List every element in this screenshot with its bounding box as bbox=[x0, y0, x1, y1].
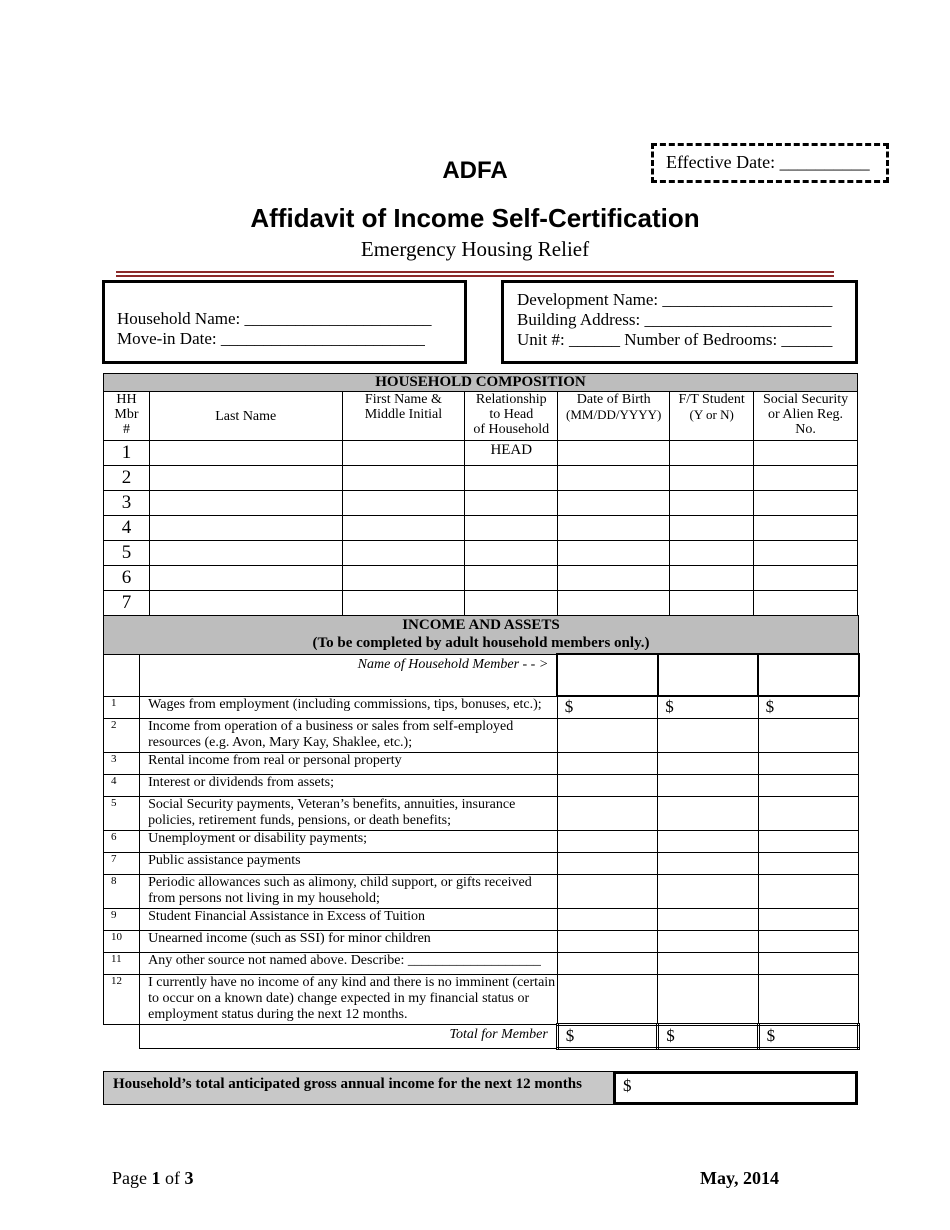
amount-cell[interactable] bbox=[557, 852, 657, 874]
total-cell-1[interactable]: $ bbox=[557, 1024, 657, 1048]
income-row bbox=[104, 908, 859, 930]
table-row bbox=[104, 591, 858, 616]
amount-cell[interactable] bbox=[557, 930, 657, 952]
last-name-cell[interactable] bbox=[149, 466, 342, 491]
last-name-cell[interactable] bbox=[149, 591, 342, 616]
dob-cell[interactable] bbox=[558, 566, 670, 591]
relationship-cell[interactable] bbox=[465, 466, 558, 491]
member-number: 6 bbox=[104, 566, 150, 591]
amount-cell[interactable] bbox=[658, 930, 758, 952]
dob-cell[interactable] bbox=[558, 441, 670, 466]
dob-cell[interactable] bbox=[558, 591, 670, 616]
relationship-cell[interactable] bbox=[465, 591, 558, 616]
last-name-cell[interactable] bbox=[149, 541, 342, 566]
amount-cell[interactable] bbox=[758, 852, 858, 874]
development-info-box bbox=[501, 280, 858, 364]
ssn-cell[interactable] bbox=[754, 591, 858, 616]
household-total-row bbox=[103, 1071, 858, 1105]
household-info-box bbox=[102, 280, 467, 364]
amount-cell[interactable] bbox=[758, 718, 858, 752]
income-item-number: 11 bbox=[104, 952, 140, 974]
income-item-number: 3 bbox=[104, 752, 140, 774]
income-row bbox=[104, 952, 859, 974]
effective-date-box[interactable]: Effective Date: __________ bbox=[651, 143, 889, 183]
last-name-cell[interactable] bbox=[149, 516, 342, 541]
ssn-cell[interactable] bbox=[754, 491, 858, 516]
first-name-cell[interactable] bbox=[342, 441, 465, 466]
unit-bedrooms-field[interactable]: Unit #: ______ Number of Bedrooms: ______ bbox=[517, 330, 833, 349]
amount-cell[interactable] bbox=[758, 952, 858, 974]
relationship-cell[interactable] bbox=[465, 541, 558, 566]
amount-cell[interactable] bbox=[557, 908, 657, 930]
col-dob: Date of Birth (MM/DD/YYYY) bbox=[558, 392, 670, 441]
amount-cell[interactable] bbox=[557, 718, 657, 752]
ssn-cell[interactable] bbox=[754, 441, 858, 466]
title-rule-top bbox=[116, 271, 834, 273]
col-ssn: Social Security or Alien Reg. No. bbox=[754, 392, 858, 441]
income-item-label: Any other source not named above. Describe: ___________________ bbox=[140, 952, 558, 974]
table-row bbox=[104, 516, 858, 541]
income-row bbox=[104, 874, 859, 908]
income-item-number: 8 bbox=[104, 874, 140, 908]
income-item-label: Wages from employment (including commissions, tips, bonuses, etc.); bbox=[140, 696, 558, 718]
income-item-number: 5 bbox=[104, 796, 140, 830]
amount-cell[interactable]: $ bbox=[758, 696, 858, 718]
col-relationship: Relationship to Head of Household bbox=[465, 392, 558, 441]
amount-cell[interactable] bbox=[557, 752, 657, 774]
member-name-cell-3[interactable] bbox=[758, 654, 858, 696]
relationship-cell[interactable] bbox=[465, 491, 558, 516]
income-item-label: Periodic allowances such as alimony, child support, or gifts received from persons not living in my household; bbox=[140, 874, 558, 908]
ssn-cell[interactable] bbox=[754, 466, 858, 491]
household-name-field[interactable]: Household Name: ______________________ bbox=[117, 309, 432, 328]
income-row bbox=[104, 696, 859, 718]
student-cell[interactable] bbox=[670, 591, 754, 616]
income-item-number: 12 bbox=[104, 974, 140, 1024]
income-assets-table bbox=[103, 615, 860, 1050]
amount-cell[interactable] bbox=[658, 852, 758, 874]
last-name-cell[interactable] bbox=[149, 441, 342, 466]
income-row bbox=[104, 774, 859, 796]
income-item-number: 6 bbox=[104, 830, 140, 852]
dob-cell[interactable] bbox=[558, 466, 670, 491]
table-row bbox=[104, 491, 858, 516]
table-row bbox=[104, 566, 858, 591]
income-row bbox=[104, 718, 859, 752]
move-in-date-field[interactable]: Move-in Date: ________________________ bbox=[117, 329, 425, 348]
amount-cell[interactable] bbox=[758, 930, 858, 952]
amount-cell[interactable] bbox=[758, 874, 858, 908]
member-number: 7 bbox=[104, 591, 150, 616]
col-hh-mbr: HH Mbr # bbox=[104, 392, 150, 441]
amount-cell[interactable] bbox=[758, 774, 858, 796]
student-cell[interactable] bbox=[670, 466, 754, 491]
income-item-label: Unemployment or disability payments; bbox=[140, 830, 558, 852]
form-title: Affidavit of Income Self-Certification bbox=[250, 203, 700, 233]
member-name-cell-2[interactable] bbox=[658, 654, 758, 696]
development-name-field[interactable]: Development Name: ____________________ bbox=[517, 290, 833, 309]
amount-cell[interactable] bbox=[658, 908, 758, 930]
student-cell[interactable] bbox=[670, 516, 754, 541]
income-item-label: Rental income from real or personal property bbox=[140, 752, 558, 774]
dob-cell[interactable] bbox=[558, 491, 670, 516]
amount-cell[interactable] bbox=[658, 974, 758, 1024]
relationship-cell[interactable] bbox=[465, 566, 558, 591]
income-row bbox=[104, 796, 859, 830]
member-number: 1 bbox=[104, 441, 150, 466]
income-item-number: 2 bbox=[104, 718, 140, 752]
building-address-field[interactable]: Building Address: ______________________ bbox=[517, 310, 832, 329]
income-item-label: Social Security payments, Veteran’s benefits, annuities, insurance policies, retirement funds, pensions, or death benefits; bbox=[140, 796, 558, 830]
income-row bbox=[104, 930, 859, 952]
household-composition-title: HOUSEHOLD COMPOSITION bbox=[104, 374, 858, 392]
dob-cell[interactable] bbox=[558, 541, 670, 566]
student-cell[interactable] bbox=[670, 491, 754, 516]
member-number: 4 bbox=[104, 516, 150, 541]
student-cell[interactable] bbox=[670, 566, 754, 591]
table-row bbox=[104, 466, 858, 491]
col-last-name: Last Name bbox=[149, 392, 342, 441]
amount-cell[interactable] bbox=[557, 874, 657, 908]
student-cell[interactable] bbox=[670, 541, 754, 566]
amount-cell[interactable] bbox=[758, 796, 858, 830]
income-row bbox=[104, 852, 859, 874]
amount-cell[interactable] bbox=[557, 774, 657, 796]
household-total-label: Household’s total anticipated gross annual income for the next 12 months bbox=[103, 1071, 614, 1105]
member-number: 5 bbox=[104, 541, 150, 566]
total-for-member-label: Total for Member bbox=[140, 1024, 558, 1048]
income-item-label: Income from operation of a business or sales from self-employed resources (e.g. Avon, Mary Kay, Shaklee, etc.); bbox=[140, 718, 558, 752]
amount-cell[interactable] bbox=[658, 874, 758, 908]
total-row bbox=[104, 1024, 859, 1048]
member-name-cell-1[interactable] bbox=[557, 654, 657, 696]
amount-cell[interactable] bbox=[758, 974, 858, 1024]
income-item-label: Public assistance payments bbox=[140, 852, 558, 874]
amount-cell[interactable] bbox=[557, 952, 657, 974]
amount-cell[interactable] bbox=[557, 974, 657, 1024]
col-first-name: First Name & Middle Initial bbox=[342, 392, 465, 441]
income-row bbox=[104, 974, 859, 1024]
first-name-cell[interactable] bbox=[342, 491, 465, 516]
member-number: 3 bbox=[104, 491, 150, 516]
income-item-label: Interest or dividends from assets; bbox=[140, 774, 558, 796]
ssn-cell[interactable] bbox=[754, 516, 858, 541]
relationship-cell[interactable]: HEAD bbox=[465, 441, 558, 466]
amount-cell[interactable] bbox=[658, 796, 758, 830]
footer-date: May, 2014 bbox=[700, 1168, 779, 1188]
title-rule-bottom bbox=[116, 275, 834, 277]
income-item-number: 4 bbox=[104, 774, 140, 796]
ssn-cell[interactable] bbox=[754, 541, 858, 566]
income-item-number: 10 bbox=[104, 930, 140, 952]
page-indicator: Page 1 of 3 bbox=[112, 1168, 194, 1188]
last-name-cell[interactable] bbox=[149, 491, 342, 516]
first-name-cell[interactable] bbox=[342, 591, 465, 616]
last-name-cell[interactable] bbox=[149, 566, 342, 591]
dob-cell[interactable] bbox=[558, 516, 670, 541]
amount-cell[interactable] bbox=[658, 830, 758, 852]
amount-cell[interactable] bbox=[758, 752, 858, 774]
amount-cell[interactable]: $ bbox=[557, 696, 657, 718]
amount-cell[interactable] bbox=[658, 752, 758, 774]
form-subtitle: Emergency Housing Relief bbox=[360, 237, 590, 261]
table-row bbox=[104, 441, 858, 466]
member-number: 2 bbox=[104, 466, 150, 491]
amount-cell[interactable]: $ bbox=[658, 696, 758, 718]
agency-name: ADFA bbox=[442, 157, 508, 184]
relationship-cell[interactable] bbox=[465, 516, 558, 541]
household-composition-table bbox=[103, 373, 858, 616]
member-name-label: Name of Household Member - - > bbox=[140, 654, 558, 696]
income-item-label: I currently have no income of any kind and there is no imminent (certain to occur on a known date) change expected in my financial status or employment status during the next 12 months. bbox=[140, 974, 558, 1024]
amount-cell[interactable] bbox=[658, 774, 758, 796]
ssn-cell[interactable] bbox=[754, 566, 858, 591]
household-total-input[interactable]: $ bbox=[613, 1071, 858, 1105]
first-name-cell[interactable] bbox=[342, 466, 465, 491]
total-cell-2[interactable]: $ bbox=[658, 1024, 758, 1048]
income-item-number: 9 bbox=[104, 908, 140, 930]
first-name-cell[interactable] bbox=[342, 541, 465, 566]
income-row bbox=[104, 830, 859, 852]
student-cell[interactable] bbox=[670, 441, 754, 466]
table-row bbox=[104, 541, 858, 566]
amount-cell[interactable] bbox=[658, 952, 758, 974]
col-ft-student: F/T Student (Y or N) bbox=[670, 392, 754, 441]
amount-cell[interactable] bbox=[557, 830, 657, 852]
amount-cell[interactable] bbox=[758, 830, 858, 852]
amount-cell[interactable] bbox=[557, 796, 657, 830]
amount-cell[interactable] bbox=[658, 718, 758, 752]
income-item-number: 7 bbox=[104, 852, 140, 874]
total-cell-3[interactable]: $ bbox=[758, 1024, 858, 1048]
amount-cell[interactable] bbox=[758, 908, 858, 930]
income-item-number: 1 bbox=[104, 696, 140, 718]
income-assets-header: INCOME AND ASSETS (To be completed by adult household members only.) bbox=[104, 616, 859, 655]
first-name-cell[interactable] bbox=[342, 566, 465, 591]
income-row bbox=[104, 752, 859, 774]
first-name-cell[interactable] bbox=[342, 516, 465, 541]
income-item-label: Student Financial Assistance in Excess of Tuition bbox=[140, 908, 558, 930]
income-item-label: Unearned income (such as SSI) for minor children bbox=[140, 930, 558, 952]
